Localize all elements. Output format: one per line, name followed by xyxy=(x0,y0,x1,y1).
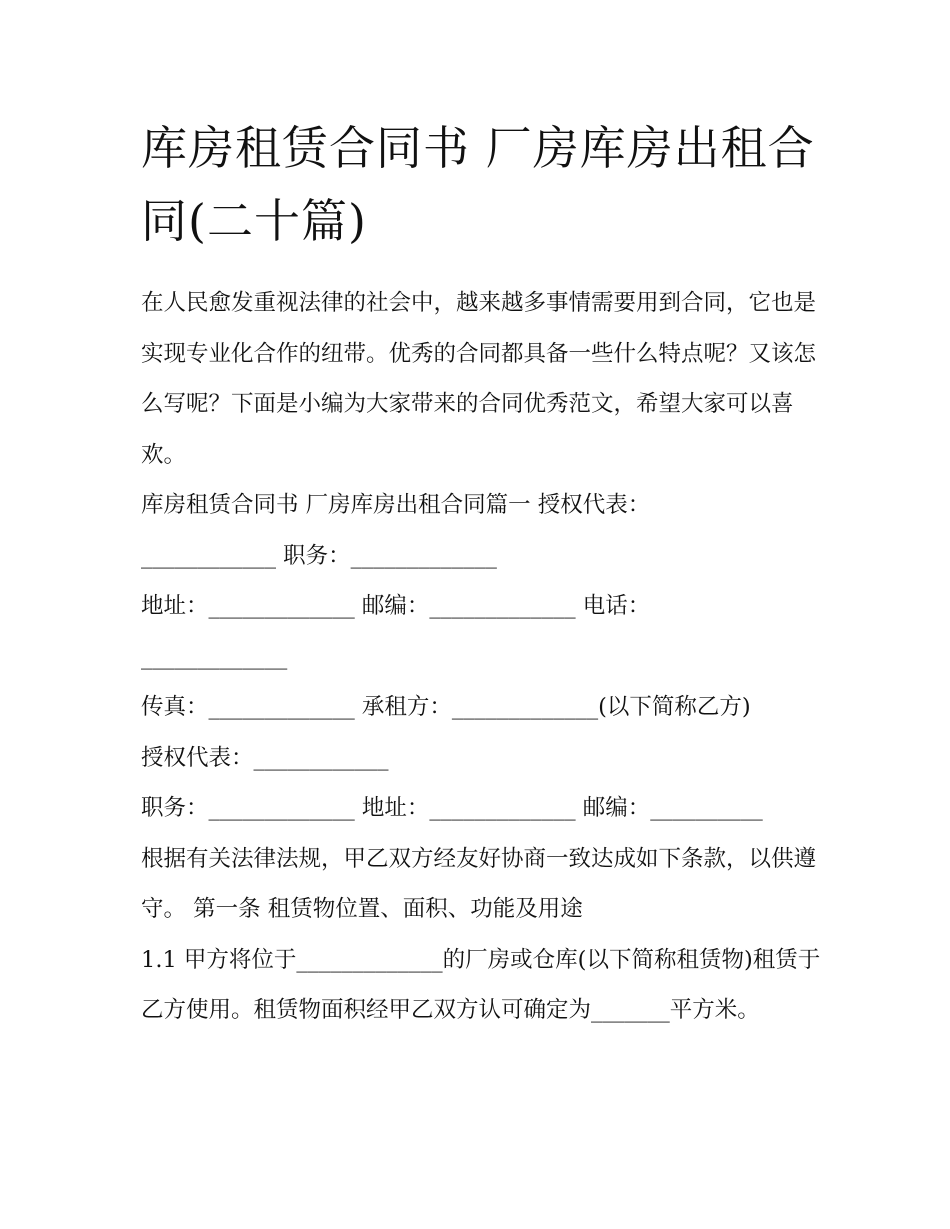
form-line-fax-lessee: 传真：_____________ 承租方：_____________(以下简称乙方) xyxy=(141,694,751,720)
document-page xyxy=(141,112,821,1036)
form-line-address: 地址：_____________ 邮编：_____________ 电话： xyxy=(141,593,651,619)
clause-1-1-paragraph: 1.1 甲方将位于_____________的厂房或仓库(以下简称租赁物)租赁于乙方使用。租赁物面积经甲乙双方认可确定为_______平方米。 xyxy=(141,946,821,1023)
agreement-paragraph: 根据有关法律法规，甲乙双方经友好协商一致达成如下条款，以供遵守。 第一条 租赁物位置、面积、功能及用途 xyxy=(141,845,817,922)
form-line-phone-blank: _____________ xyxy=(141,643,288,670)
form-line-position: ____________ 职务：_____________ xyxy=(141,542,497,569)
form-line-position-address: 职务：_____________ 地址：_____________ 邮编：__________ xyxy=(141,795,763,821)
intro-paragraph: 在人民愈发重视法律的社会中，越来越多事情需要用到合同，它也是实现专业化合作的纽带。优秀的合同都具备一些什么特点呢？又该怎么写呢？下面是小编为大家带来的合同优秀范文，希望大家可以喜欢。 xyxy=(141,290,817,468)
section-heading-line: 库房租赁合同书 厂房库房出租合同篇一 授权代表： xyxy=(141,492,651,518)
document-title: 库房租赁合同书 厂房库房出租合同(二十篇) xyxy=(141,121,815,248)
form-line-authorized-rep: 授权代表：____________ xyxy=(141,744,389,771)
